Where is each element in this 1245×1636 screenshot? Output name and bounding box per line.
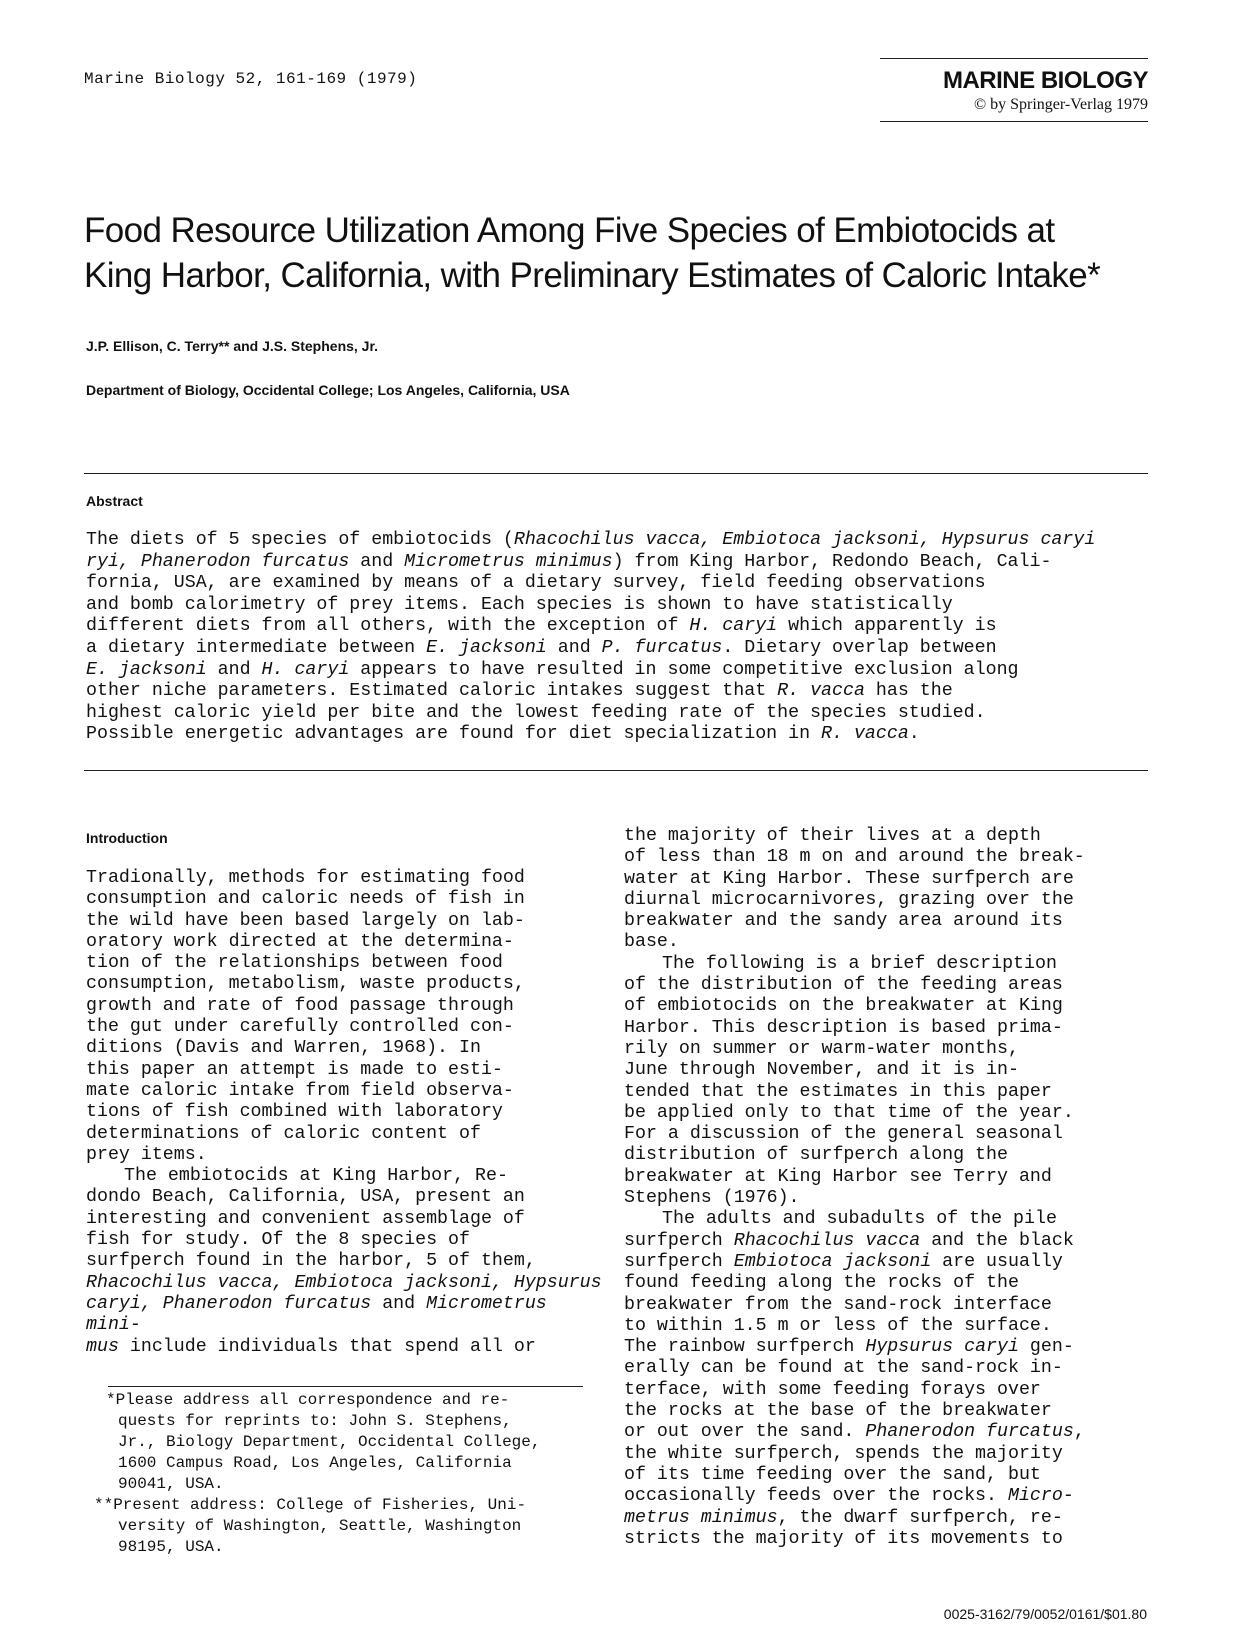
abstract-line: E. jacksoni and H. caryi appears to have resulted in some competitive exclusion along [86, 659, 1019, 680]
body-column-right [624, 826, 1146, 1550]
abstract-line: Possible energetic advantages are found for diet specialization in R. vacca. [86, 724, 920, 745]
journal-name: MARINE BIOLOGY [942, 67, 1148, 94]
introduction-heading: Introduction [86, 830, 168, 846]
article-code: 0025-3162/79/0052/0161/$01.80 [943, 1606, 1147, 1622]
abstract-line: a dietary intermediate between E. jacksoni and P. furcatus. Dietary overlap between [86, 637, 997, 658]
body-paragraph: the majority of their lives at a depth of less than 18 m on and around the break- water at King Harbor. These surfperch are diurnal microcarnivores, grazing over the breakwater and the sandy area around its base. [624, 826, 1085, 953]
abstract-line: fornia, USA, are examined by means of a dietary survey, field feeding observations [86, 573, 986, 594]
body-paragraph: The following is a brief description of the distribution of the feeding areas of embiotocids on the breakwater at King Harbor. This description is based prima- rily on summer or warm-water months, June through November, and it is in- tended that the estimates in this paper be applied only to that time of the year. For a discussion of the general seasonal distribution of surfperch along the breakwater at King Harbor see Terry and Stephens (1976). [624, 953, 1074, 1209]
paper-title [84, 208, 1184, 298]
journal-masthead [880, 58, 1148, 122]
footnote-correspondence: *Please address all correspondence and re- quests for reprints to: John S. Stephens, Jr., Biology Department, Occidental College, 1600 Campus Road, Los Angeles, California 90041, USA. [106, 1391, 541, 1493]
copyright-notice: © by Springer-Verlag 1979 [973, 96, 1148, 113]
abstract-line: other niche parameters. Estimated caloric intakes suggest that R. vacca has the [86, 681, 953, 702]
abstract-text [86, 530, 1148, 746]
footnote-rule [108, 1386, 583, 1387]
body-paragraph: The embiotocids at King Harbor, Re- dondo Beach, California, USA, present an interesting and convenient assemblage of fish for study. Of the 8 species of surfperch found in the harbor, 5 of them, Rhacochilus vacca, Embiotoca jacksoni, Hypsurus caryi, Phanerodon furcatus and Micrometrus mini- mus include individuals that spend all or [86, 1166, 602, 1357]
abstract-line: ryi, Phanerodon furcatus and Micrometrus minimus) from King Harbor, Redondo Beach, Cali- [86, 551, 1052, 572]
title-line: King Harbor, California, with Preliminary Estimates of Caloric Intake* [84, 256, 1101, 295]
journal-citation: Marine Biology 52, 161-169 (1979) [84, 70, 418, 88]
body-column-left [86, 868, 611, 1358]
abstract-line: and bomb calorimetry of prey items. Each species is shown to have statistically [86, 594, 953, 615]
masthead-bottom-rule [880, 121, 1148, 122]
abstract-line: The diets of 5 species of embiotocids (Rhacochilus vacca, Embiotoca jacksoni, Hypsurus caryi [86, 530, 1096, 550]
title-line: Food Resource Utilization Among Five Species of Embiotocids at [84, 211, 1055, 250]
footnote-present-address: **Present address: College of Fisheries, Uni- versity of Washington, Seattle, Washington 98195, USA. [94, 1496, 527, 1556]
abstract-bottom-rule [84, 770, 1148, 771]
abstract-heading: Abstract [86, 493, 143, 509]
body-paragraph: The adults and subadults of the pile surfperch Rhacochilus vacca and the black surfperch Embiotoca jacksoni are usually found feeding along the rocks of the breakwater from the sand-rock interface to within 1.5 m or less of the surface. The rainbow surfperch Hypsurus caryi gen- erally can be found at the sand-rock in- terface, with some feeding forays over the rocks at the base of the breakwater or out over the sand. Phanerodon furcatus, the white surfperch, spends the majority of its time feeding over the sand, but occasionally feeds over the rocks. Micro- metrus minimus, the dwarf surfperch, re- stricts the majority of its movements to [624, 1209, 1085, 1549]
affiliation: Department of Biology, Occidental College; Los Angeles, California, USA [86, 382, 570, 398]
masthead-top-rule [880, 58, 1148, 59]
abstract-top-rule [84, 473, 1148, 474]
body-paragraph: Tradionally, methods for estimating food consumption and caloric needs of fish in the wild have been based largely on lab- oratory work directed at the determina- tion of the relationships between food consumption, metabolism, waste products, growth and rate of food passage through the gut under carefully controlled con- ditions (Davis and Warren, 1968). In this paper an attempt is made to esti- mate caloric intake from field observa- tions of fish combined with laboratory determinations of caloric content of prey items. [86, 868, 525, 1165]
footnotes [94, 1390, 596, 1558]
abstract-line: highest caloric yield per bite and the lowest feeding rate of the species studied. [86, 702, 986, 723]
abstract-line: different diets from all others, with the exception of H. caryi which apparently is [86, 616, 997, 637]
author-list: J.P. Ellison, C. Terry** and J.S. Stephens, Jr. [86, 338, 379, 354]
